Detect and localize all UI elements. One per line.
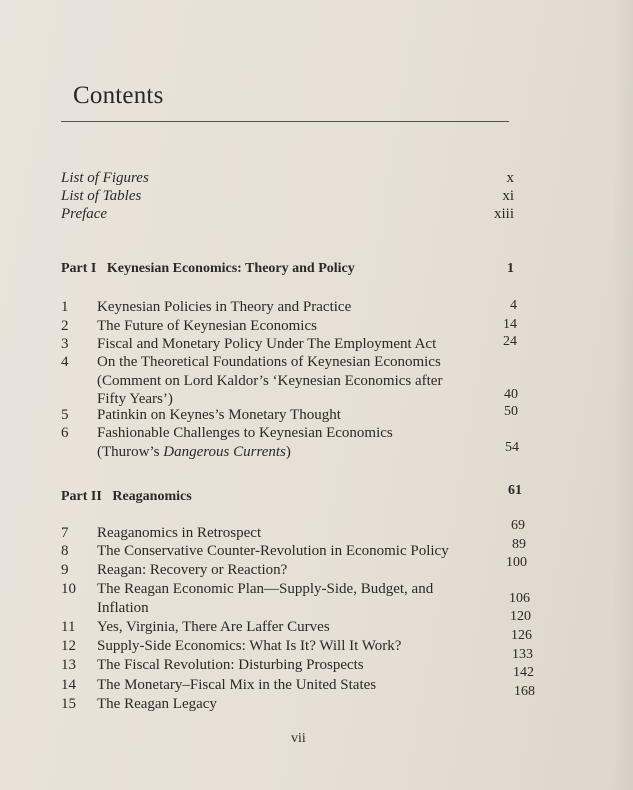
chapter-number: 5 — [61, 407, 69, 423]
chapter-title: Fiscal and Monetary Policy Under The Employment Act — [97, 336, 437, 352]
part-label: Part II — [61, 489, 102, 504]
chapter-page: 24 — [503, 334, 517, 349]
chapter-number: 12 — [61, 638, 76, 654]
chapter-page: 120 — [510, 609, 531, 624]
chapter-page: 54 — [505, 440, 519, 455]
part-title: Keynesian Economics: Theory and Policy — [106, 261, 355, 276]
chapter-title-line: Fashionable Challenges to Keynesian Economics — [97, 425, 393, 441]
chapter-page: 126 — [511, 628, 532, 643]
chapter-title: The Reagan Legacy — [97, 696, 217, 712]
chapter-title: Yes, Virginia, There Are Laffer Curves — [97, 619, 330, 635]
front-matter-item — [61, 188, 514, 206]
chapter-page: 100 — [506, 555, 527, 570]
chapter-title-line: Inflation — [97, 599, 149, 616]
chapter-page: 14 — [503, 317, 517, 332]
chapter-title-line — [97, 443, 492, 462]
chapter-title-line: Fifty Years’) — [97, 391, 173, 407]
chapter-title: Reaganomics in Retrospect — [97, 525, 262, 541]
front-matter-label: List of Tables — [61, 188, 142, 204]
part-page: 61 — [508, 483, 522, 498]
chapter-page: 106 — [509, 591, 530, 606]
chapter-number: 3 — [61, 336, 69, 352]
title-rule — [61, 121, 509, 122]
chapter-page: 69 — [511, 518, 525, 533]
chapter-title: The Future of Keynesian Economics — [97, 318, 317, 334]
chapter-number: 14 — [61, 677, 76, 693]
front-matter-item — [61, 206, 514, 224]
chapter-page: 89 — [512, 537, 526, 552]
front-matter-list — [61, 170, 514, 224]
part-page: 1 — [507, 261, 514, 276]
chapter-title: Patinkin on Keynes’s Monetary Thought — [97, 407, 341, 423]
chapter-number: 7 — [61, 525, 69, 541]
part-heading — [61, 261, 514, 277]
part-label: Part I — [61, 261, 97, 276]
chapter-number: 13 — [61, 657, 76, 673]
chapter-title: Keynesian Policies in Theory and Practice — [97, 299, 352, 315]
chapter-page: 168 — [514, 684, 535, 699]
chapter-title: Supply-Side Economics: What Is It? Will It Work? — [97, 638, 402, 654]
book-title-italic: Dangerous Currents — [163, 443, 286, 460]
chapter-number: 8 — [61, 543, 69, 559]
chapter-page: 133 — [512, 647, 533, 662]
chapter-number: 10 — [61, 581, 76, 597]
chapter-number: 11 — [61, 619, 76, 635]
front-matter-label: List of Figures — [61, 170, 149, 186]
chapter-page: 40 — [504, 387, 518, 402]
front-matter-page: x — [506, 170, 514, 186]
front-matter-page: xiii — [493, 206, 514, 222]
chapter-number: 1 — [61, 299, 69, 315]
chapter-title: Reagan: Recovery or Reaction? — [97, 562, 288, 578]
chapter-page: 50 — [504, 404, 518, 419]
chapter-number: 6 — [61, 425, 69, 441]
page-folio: vii — [291, 731, 306, 746]
front-matter-label: Preface — [61, 206, 108, 222]
part-title: Reaganomics — [112, 489, 192, 504]
chapter-title-line: (Comment on Lord Kaldor’s ‘Keynesian Economics after — [97, 372, 443, 389]
chapter-title-line: The Reagan Economic Plan—Supply-Side, Budget, and — [97, 581, 434, 597]
front-matter-page: xi — [502, 188, 514, 204]
chapter-number: 15 — [61, 696, 76, 712]
chapter-number: 4 — [61, 354, 69, 370]
page-edge-shadow — [613, 0, 633, 790]
part-heading — [61, 489, 514, 505]
chapter-title: The Conservative Counter-Revolution in Economic Policy — [97, 543, 449, 559]
chapter-title: The Fiscal Revolution: Disturbing Prospects — [97, 657, 364, 673]
chapter-number: 2 — [61, 318, 69, 334]
chapter-title-line: On the Theoretical Foundations of Keynesian Economics — [97, 354, 441, 370]
page-title: Contents — [73, 82, 164, 109]
chapter-title-part: ) — [285, 443, 291, 460]
front-matter-item — [61, 170, 514, 188]
chapter-page: 4 — [510, 298, 517, 313]
chapter-number: 9 — [61, 562, 69, 578]
chapter-page: 142 — [513, 665, 534, 680]
chapter-title-part: (Thurow’s — [97, 443, 164, 460]
chapter-title: The Monetary–Fiscal Mix in the United States — [97, 677, 377, 693]
